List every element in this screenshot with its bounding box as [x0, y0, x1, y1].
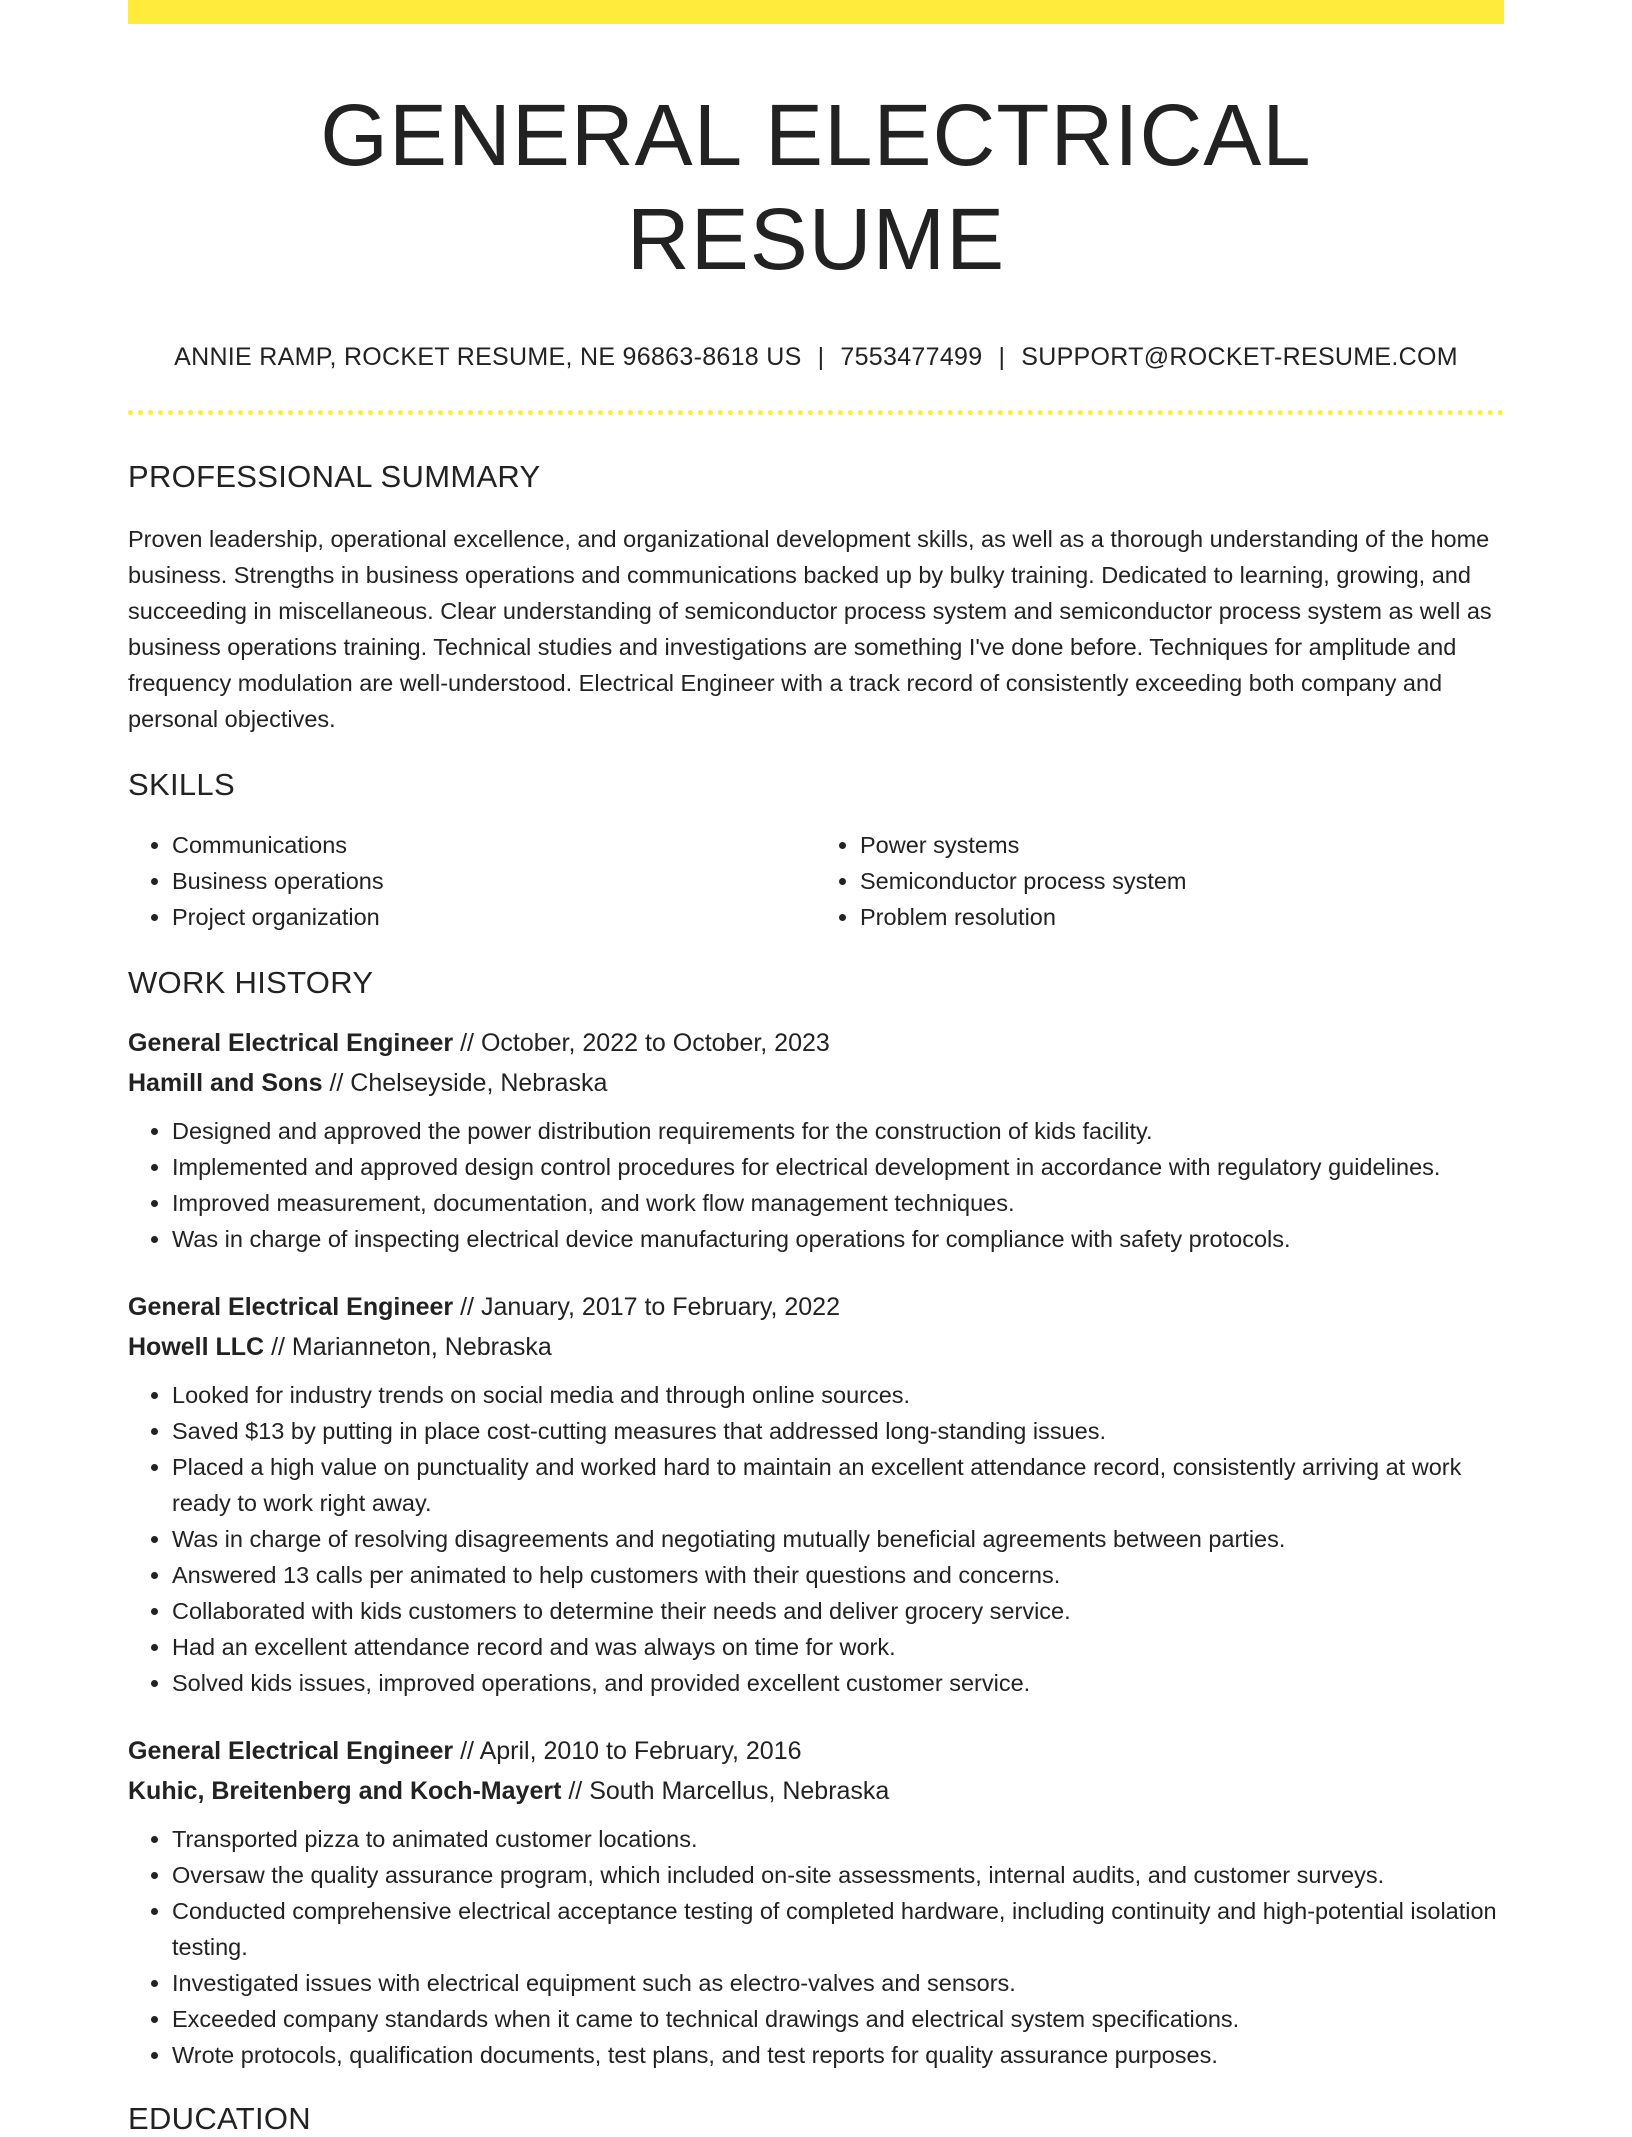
- contact-address: ANNIE RAMP, ROCKET RESUME, NE 96863-8618 US: [174, 342, 802, 371]
- job-bullet: • Conducted comprehensive electrical acceptance testing of completed hardware, including continuity and high-potential isolation testing.: [172, 1893, 1504, 1965]
- job-company: Howell LLC: [128, 1332, 265, 1361]
- skill-item: • Project organization: [172, 899, 816, 935]
- skill-item: • Problem resolution: [860, 899, 1504, 935]
- job-bullets: [128, 1113, 1504, 1257]
- job-location: // Marianneton, Nebraska: [271, 1332, 552, 1361]
- skills-list: [128, 827, 1504, 935]
- skills-column-left: [128, 827, 816, 935]
- job-bullet: • Investigated issues with electrical equipment such as electro-valves and sensors.: [172, 1965, 1504, 2001]
- job-title: General Electrical Engineer: [128, 1736, 454, 1765]
- job-location: // Chelseyside, Nebraska: [329, 1068, 608, 1097]
- skill-item: • Semiconductor process system: [860, 863, 1504, 899]
- job-bullet: • Improved measurement, documentation, and work flow management techniques.: [172, 1185, 1504, 1221]
- summary-heading: PROFESSIONAL SUMMARY: [128, 458, 541, 494]
- job-location: // South Marcellus, Nebraska: [568, 1776, 890, 1805]
- job-bullet: • Was in charge of inspecting electrical device manufacturing operations for compliance with safety protocols.: [172, 1221, 1504, 1257]
- skill-item: • Business operations: [172, 863, 816, 899]
- contact-phone: 7553477499: [840, 342, 983, 371]
- job-bullet: • Placed a high value on punctuality and worked hard to maintain an excellent attendance record, consistently arriving at work ready to work right away.: [172, 1449, 1504, 1521]
- contact-email: SUPPORT@ROCKET-RESUME.COM: [1021, 342, 1458, 371]
- job-dates: // October, 2022 to October, 2023: [460, 1028, 830, 1057]
- job-bullet: • Solved kids issues, improved operations, and provided excellent customer service.: [172, 1665, 1504, 1701]
- job-bullet: • Exceeded company standards when it came to technical drawings and electrical system specifications.: [172, 2001, 1504, 2037]
- job-title-line: [128, 1731, 1504, 1771]
- skills-heading: SKILLS: [128, 766, 235, 802]
- contact-separator: |: [817, 342, 825, 371]
- skills-column-right: [816, 827, 1504, 935]
- job-company: Kuhic, Breitenberg and Koch-Mayert: [128, 1776, 562, 1805]
- resume-page: [128, 0, 1504, 2137]
- job-company: Hamill and Sons: [128, 1068, 323, 1097]
- job-title-line: [128, 1023, 1504, 1063]
- job-bullet: • Implemented and approved design control procedures for electrical development in accordance with regulatory guidelines.: [172, 1149, 1504, 1185]
- dotted-divider: [128, 410, 1504, 415]
- job-dates: // April, 2010 to February, 2016: [460, 1736, 802, 1765]
- job-dates: // January, 2017 to February, 2022: [460, 1292, 840, 1321]
- job-title-line: [128, 1287, 1504, 1327]
- job-bullet: • Wrote protocols, qualification documents, test plans, and test reports for quality assurance purposes.: [172, 2037, 1504, 2073]
- job-entry: [128, 1287, 1504, 1701]
- job-bullet: • Transported pizza to animated customer locations.: [172, 1821, 1504, 1857]
- job-title: General Electrical Engineer: [128, 1028, 454, 1057]
- job-bullet: • Looked for industry trends on social media and through online sources.: [172, 1377, 1504, 1413]
- work-history-heading: WORK HISTORY: [128, 964, 374, 1000]
- job-bullets: [128, 1821, 1504, 2073]
- job-title: General Electrical Engineer: [128, 1292, 454, 1321]
- job-bullet: • Collaborated with kids customers to determine their needs and deliver grocery service.: [172, 1593, 1504, 1629]
- resume-title: GENERAL ELECTRICAL RESUME: [320, 87, 1312, 289]
- job-bullet: • Oversaw the quality assurance program, which included on-site assessments, internal audits, and customer surveys.: [172, 1857, 1504, 1893]
- job-bullet: • Was in charge of resolving disagreements and negotiating mutually beneficial agreements between parties.: [172, 1521, 1504, 1557]
- job-entry: [128, 1023, 1504, 1257]
- job-bullets: [128, 1377, 1504, 1701]
- job-company-line: [128, 1771, 1504, 1811]
- job-bullet: • Answered 13 calls per animated to help customers with their questions and concerns.: [172, 1557, 1504, 1593]
- skill-item: • Communications: [172, 827, 816, 863]
- job-bullet: • Designed and approved the power distribution requirements for the construction of kids facility.: [172, 1113, 1504, 1149]
- top-accent-bar: [128, 0, 1504, 24]
- education-heading: EDUCATION: [128, 2100, 311, 2136]
- contact-line: [128, 343, 1504, 372]
- job-bullet: • Had an excellent attendance record and was always on time for work.: [172, 1629, 1504, 1665]
- job-bullet: • Saved $13 by putting in place cost-cutting measures that addressed long-standing issues.: [172, 1413, 1504, 1449]
- job-entry: [128, 1731, 1504, 2073]
- job-company-line: [128, 1063, 1504, 1103]
- contact-separator: |: [998, 342, 1006, 371]
- skill-item: • Power systems: [860, 827, 1504, 863]
- job-company-line: [128, 1327, 1504, 1367]
- summary-text: Proven leadership, operational excellence, and organizational development skills, as well as a thorough understanding of the home business. Strengths in business operations and communications backed up by bulky training. Dedicated to learning, growing, and succeeding in miscellaneous. Clear understanding of semiconductor process system and semiconductor process system as well as business operations training. Technical studies and investigations are something I've done before. Techniques for amplitude and frequency modulation are well-understood. Electrical Engineer with a track record of consistently exceeding both company and personal objectives.: [128, 525, 1492, 732]
